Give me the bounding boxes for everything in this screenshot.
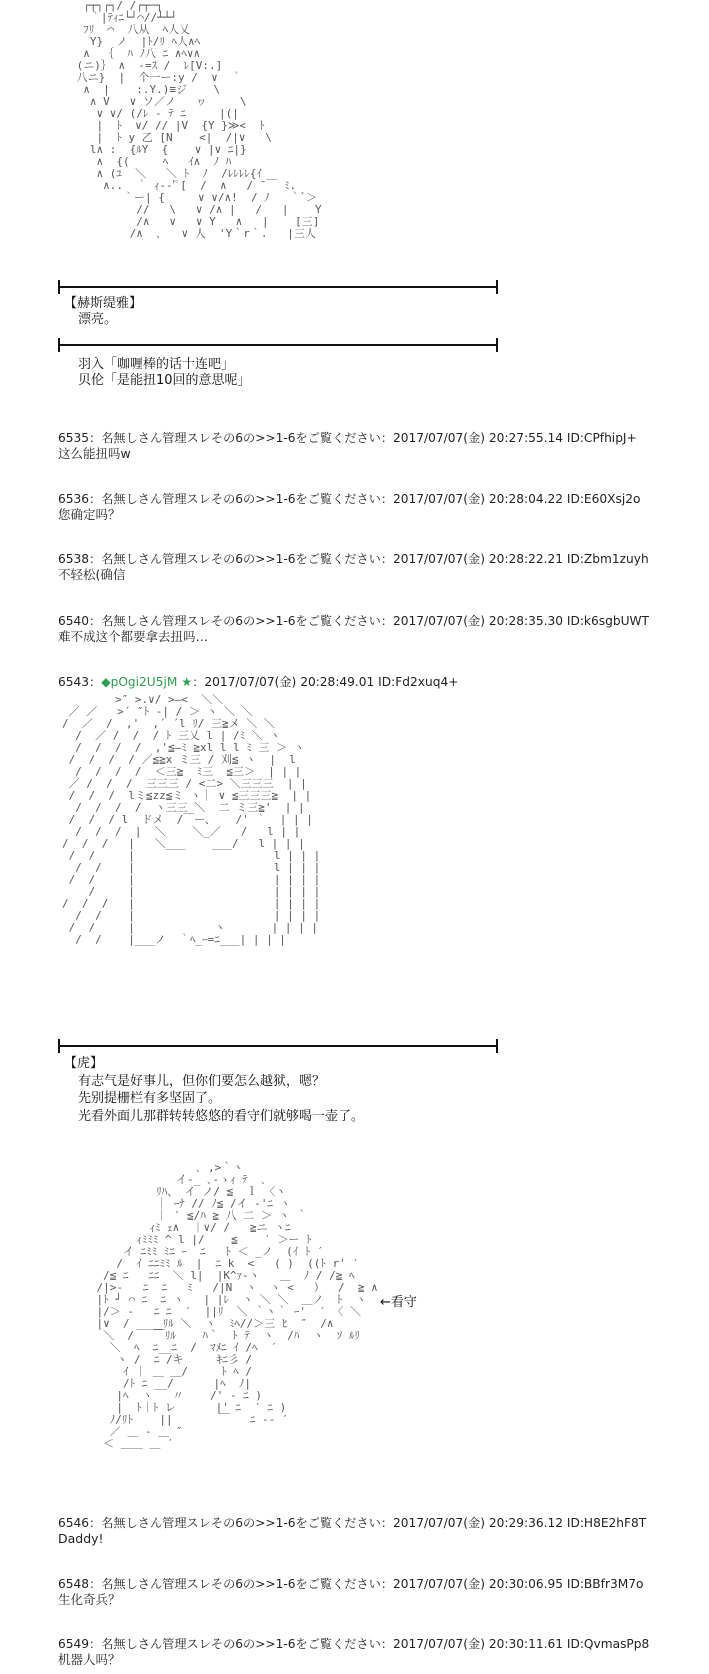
reply-post xyxy=(58,1636,698,1668)
post-body: 不轻松(确信 xyxy=(58,567,126,582)
post-header: 6546：名無しさん管理スレその6の>>1-6をご覧ください：2017/07/07(金) 20:29:36.12 ID:H8E2hF8T xyxy=(58,1516,647,1530)
post-body: Daddy! xyxy=(58,1531,104,1546)
post-body: 您确定吗？ xyxy=(58,507,121,522)
post-header: 6540：名無しさん管理スレその6の>>1-6をご覧ください：2017/07/07(金) 20:28:35.30 ID:k6sgbUWT xyxy=(58,614,649,628)
post-body: 机器人吗？ xyxy=(58,1652,121,1667)
speech-line: 漂亮。 xyxy=(78,312,118,327)
post-header: 6538：名無しさん管理スレその6の>>1-6をご覧ください：2017/07/07(金) 20:28:22.21 ID:Zbm1zuyh xyxy=(58,552,649,566)
post-header: 6549：名無しさん管理スレその6の>>1-6をご覧ください：2017/07/07(金) 20:30:11.61 ID:QvmasPp8 xyxy=(58,1637,650,1651)
post-header: 6535：名無しさん管理スレその6の>>1-6をご覧ください：2017/07/07(金) 20:27:55.14 ID:CPfhipJ+ xyxy=(58,431,637,445)
speaker-name: 【虎】 xyxy=(64,1056,104,1071)
speech-divider xyxy=(58,1039,498,1053)
speaker-name: 【赫斯缇雅】 xyxy=(64,296,143,311)
speech-line: 光看外面儿那群转转悠悠的看守们就够喝一壶了。 xyxy=(78,1109,365,1124)
ascii-art-tiger: >″ >.∨/ >―< ＼＼ ／ ／ >´ ″ﾄ ‐| / ＞ ヽ ＼ ＼ / ／ / ,' ,´ ´l ﾘ/ 三≧メ ＼ ＼ / ／ / / / ﾄ 三乂 l | /ﾐ ＼ ヽ / / / / ,'≦―ﾐ ≧xl l l ﾐ 三 ＞ ヽ / / / / ／≦≧x ミ三 / 刈≦ ヽ | l / / / / ＜三≧ ﾐ三 ≦三＞ | | | ／ / / / 三三三 / <二> ＼三三三 | | / / / lミ≦zz≦ミ ヽ｜ ∨ ≦三三三≧ | | / / / / ヽ三三 ＼ 二 ミ三≧' | | / / / l ドメ /￣ー、 /' ｀ | | | / / / | ＼ ＼_／ / l | | / / / | ＼___ ___/ l | | | / / | l | | | / / | l | | | / / | | | | | / | | | | | / / / | | | | | / / | | | | | / / | ヽ | | | | / / |___ノ ｀ﾍ_ｰ=ﾆ___| | | | xyxy=(62,693,321,946)
narration-line: 羽入「咖喱棒的话十连吧」 xyxy=(78,357,235,372)
speech-divider-top xyxy=(58,280,498,294)
reply-post xyxy=(58,613,698,645)
post-header: 6548：名無しさん管理スレその6の>>1-6をご覧ください：2017/07/07(金) 20:30:06.95 ID:BBfr3M7o xyxy=(58,1577,644,1591)
speech-divider-bottom xyxy=(58,338,498,352)
post-number: 6543： xyxy=(58,675,102,689)
speech-line: 先别提栅栏有多坚固了。 xyxy=(78,1091,222,1106)
trip-code: ◆pOgi2U5jM ★ xyxy=(101,675,193,689)
speech-line: 有志气是好事儿，但你们要怎么越狱，嗯？ xyxy=(78,1074,326,1089)
post-header: 6536：名無しさん管理スレその6の>>1-6をご覧ください：2017/07/07(金) 20:28:04.22 ID:E60Xsj2o xyxy=(58,492,641,506)
ascii-art-hestia: ┌┬┐┌┐/ /┌┬─┐ ｀|ﾃｨﾆ└┘⌒//┴┴┘ ﾌﾘ ⌒ 八从 ﾍ人乂 Y} ノ |ﾄ/ﾘ ﾍ人∧ﾍ ∧ ｛ ﾊ ﾉ八 ﾆ ∧ﾍ∨∧ (ニ)｝ ∧ -=ｽ / ﾚ[V:.] 八ニ} | 个一ー:y / ∨ ｀ ∧ | :.Y.)≡ジ \ ∧ V ∨ ソ／ノ ヮ \ ∨ ∨/ (/ﾚ - ﾃ ﾆ |(| | ﾄ ∨/ // |V {Y }≫< ﾄ | ﾄ y 乙 [N <| /|∨ \ l∧ : {ﾙY { ∨ |∨ ﾆ|} ∧ {( ﾍ ｲ∧ ﾉ ﾊ ∧ (ﾕ ＼ ＼ ﾄ ﾉ /ﾚﾚﾚﾚ{ｲ ∧.. ｀ ｨ--'ﾟ[ / ∧ / ̄ ￣ ﾐ. ｀ー| { ∨ ∨/∧! / ﾉ ｀ﾞ＞ // \ ∨ /∧ | / | Y /∧ ∨ ∨ Y ∧ | [三] /∧ ､ ∨ 人 'Y｀r｀. |三人 xyxy=(76,0,322,240)
ascii-art-guard: ､ ,>｀ヽ イ‐_ ､‐ゝｨ ﾃ ､ ﾘﾊ、 イ ノ/ ≦ ｌ 〈ヽ ｜ ｰﾅ // ﾉ≦ /イ ‐'ﾆ ヽ ｜ ′ ≦/ﾊ ≧ 八 二 ＞ ヽ ｀ ｨﾐ ｪ∧ ｜∨/ / ≧ニ ヽﾆ ｨﾐﾐﾐ ^ l |/ ≦ ′ ＞ー ﾄ イ ﾆﾐﾐ ﾐﾆ ｰ ﾆ ﾄ ＜ _ノ (ｲ ﾄ ′ / ｲ ﾆﾆﾐﾐ ﾙ | ﾆ k < ( ) ((ﾄ r' ′ /≦ ﾆ ﾆﾆ ＼ l| |K^ｧ-ヽ ＿ ﾉ / /≧ ﾍ /|>- ﾆ ﾆ ﾐ /|N ヽ ヽ < ） / ≧ ∧ |ﾄ ┘ ⌒ ﾆ ﾆ ヽ | |ﾚ ヽ ＼ ＼ ＿ノ ﾄ ヽ |/＞ ‐ ﾆ ﾆ ′ ||ﾘ ＼ ｀ヽ｀ ｰ' ′ 〈 ＼ |∨ / ____ﾘﾙ ＼ ヽ ﾐﾍ//＞三 ﾋ ″ /∧ ＼ / ￣ﾘﾙ ﾊ｀ ﾄ ﾃ ヽ /ﾊ ヽ ｿ ﾙﾘ ＼ ﾍ ﾆ__ﾆ / ﾏﾒﾆ ｲ /ﾍ ′ ヽ / ﾆ /キ ｷﾆ彡 / ｲ ｜ ＿ ＿/ ﾄ ﾍ / /ﾄ ﾆ __/ |ﾍ ﾉ| |ﾍ ヽ 〃 /' ‐ ﾆ ) | ﾄ｜ﾄ レ |' ﾆ ′ ﾆ ) ﾉ/ﾘﾄ || ￣ ﾆ -- ′ ／ ＿ ‐ ＿ ″ ＜ ＿＿ ＿ ′ xyxy=(96,1161,378,1450)
guard-arrow-label: ←看守 xyxy=(380,1295,417,1310)
post-meta: ：2017/07/07(金) 20:28:49.01 ID:Fd2xuq4+ xyxy=(192,675,459,689)
reply-post xyxy=(58,1576,698,1608)
post-body: 生化奇兵？ xyxy=(58,1592,121,1607)
post-body: 难不成这个都要拿去扭吗… xyxy=(58,629,209,644)
op-post-header xyxy=(58,674,698,690)
reply-post xyxy=(58,430,698,462)
reply-post xyxy=(58,551,698,583)
post-body: 这么能扭吗w xyxy=(58,446,131,461)
reply-post xyxy=(58,491,698,523)
narration-line: 贝伦「是能扭10回的意思呢」 xyxy=(78,373,251,388)
reply-post xyxy=(58,1515,698,1547)
